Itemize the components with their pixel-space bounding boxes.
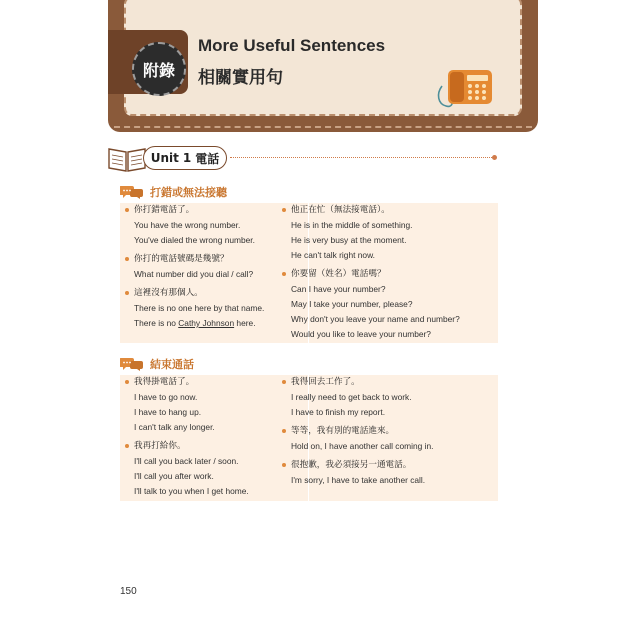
sentence-zh: 我得掛電話了。 <box>134 375 308 390</box>
speech-bubbles-icon <box>120 184 144 200</box>
sentence-en: You've dialed the wrong number. <box>134 235 255 245</box>
underlined-name: Cathy Johnson <box>178 318 235 328</box>
sentence-zh: 我得回去工作了。 <box>291 375 498 390</box>
sentence-group <box>291 267 498 342</box>
unit-divider <box>230 157 492 158</box>
page-title-en: More Useful Sentences <box>198 36 386 55</box>
page-title-zh: 相關實用句 <box>198 68 283 88</box>
sentence-en: May I take your number, please? <box>291 299 413 309</box>
section-header <box>120 356 194 372</box>
sentence-zh: 很抱歉，我必須接另一通電話。 <box>291 458 498 473</box>
sentence-en: I'll call you back later / soon. <box>134 456 239 466</box>
sentence-en: He is very busy at the moment. <box>291 235 407 245</box>
sentence-group <box>291 375 498 420</box>
unit-number: 1 <box>182 151 192 165</box>
appendix-badge: 附錄 <box>132 42 186 96</box>
sentence-en: There is no one here by that name. <box>134 303 265 313</box>
table-column-right <box>277 203 498 343</box>
unit-divider-dot <box>492 155 497 160</box>
section-title: 打錯或無法接聽 <box>150 186 227 199</box>
sentence-en: I have to hang up. <box>134 407 202 417</box>
sentence-en: He can't talk right now. <box>291 250 375 260</box>
speech-bubbles-icon <box>120 356 144 372</box>
sentence-zh: 你打的電話號碼是幾號？ <box>134 252 308 267</box>
sentence-en: Can I have your number? <box>291 284 386 294</box>
sentence-zh: 等等，我有別的電話進來。 <box>291 424 498 439</box>
sentence-en: I can't talk any longer. <box>134 422 215 432</box>
sentence-zh: 他正在忙（無法接電話）。 <box>291 203 498 218</box>
sentence-zh: 我再打給你。 <box>134 439 308 454</box>
sentence-table <box>120 203 498 343</box>
sentence-zh: 你打錯電話了。 <box>134 203 308 218</box>
sentence-group <box>291 424 498 454</box>
sentence-en: Hold on, I have another call coming in. <box>291 441 434 451</box>
sentence-en: I have to finish my report. <box>291 407 386 417</box>
sentence-en: He is in the middle of something. <box>291 220 413 230</box>
sentence-en: I really need to get back to work. <box>291 392 412 402</box>
sentence-en-suffix: here. <box>234 318 256 328</box>
sentence-group <box>291 203 498 263</box>
sentence-en: I'm sorry, I have to take another call. <box>291 475 426 485</box>
sentence-zh: 你要留（姓名）電話嗎？ <box>291 267 498 282</box>
telephone-icon <box>436 66 494 110</box>
unit-heading <box>143 146 227 170</box>
unit-label: Unit <box>150 151 179 165</box>
sentence-en: What number did you dial / call? <box>134 269 254 279</box>
banner-stitch <box>114 126 532 128</box>
sentence-en: I'll call you after work. <box>134 471 214 481</box>
sentence-en-prefix: There is no <box>134 318 179 328</box>
sentence-table <box>120 375 498 501</box>
sentence-zh: 這裡沒有那個人。 <box>134 286 308 301</box>
table-column-right <box>277 375 498 501</box>
sentence-group <box>291 458 498 488</box>
sentence-en: I have to go now. <box>134 392 198 402</box>
sentence-en: Would you like to leave your number? <box>291 329 431 339</box>
section-title: 結束通話 <box>150 358 194 371</box>
sentence-en: You have the wrong number. <box>134 220 241 230</box>
sentence-en: I'll talk to you when I get home. <box>134 486 249 496</box>
sentence-en: Why don't you leave your name and number? <box>291 314 460 324</box>
section-header <box>120 184 227 200</box>
open-book-icon <box>107 143 147 173</box>
page-number: 150 <box>120 586 137 597</box>
unit-name: 電話 <box>195 151 220 166</box>
